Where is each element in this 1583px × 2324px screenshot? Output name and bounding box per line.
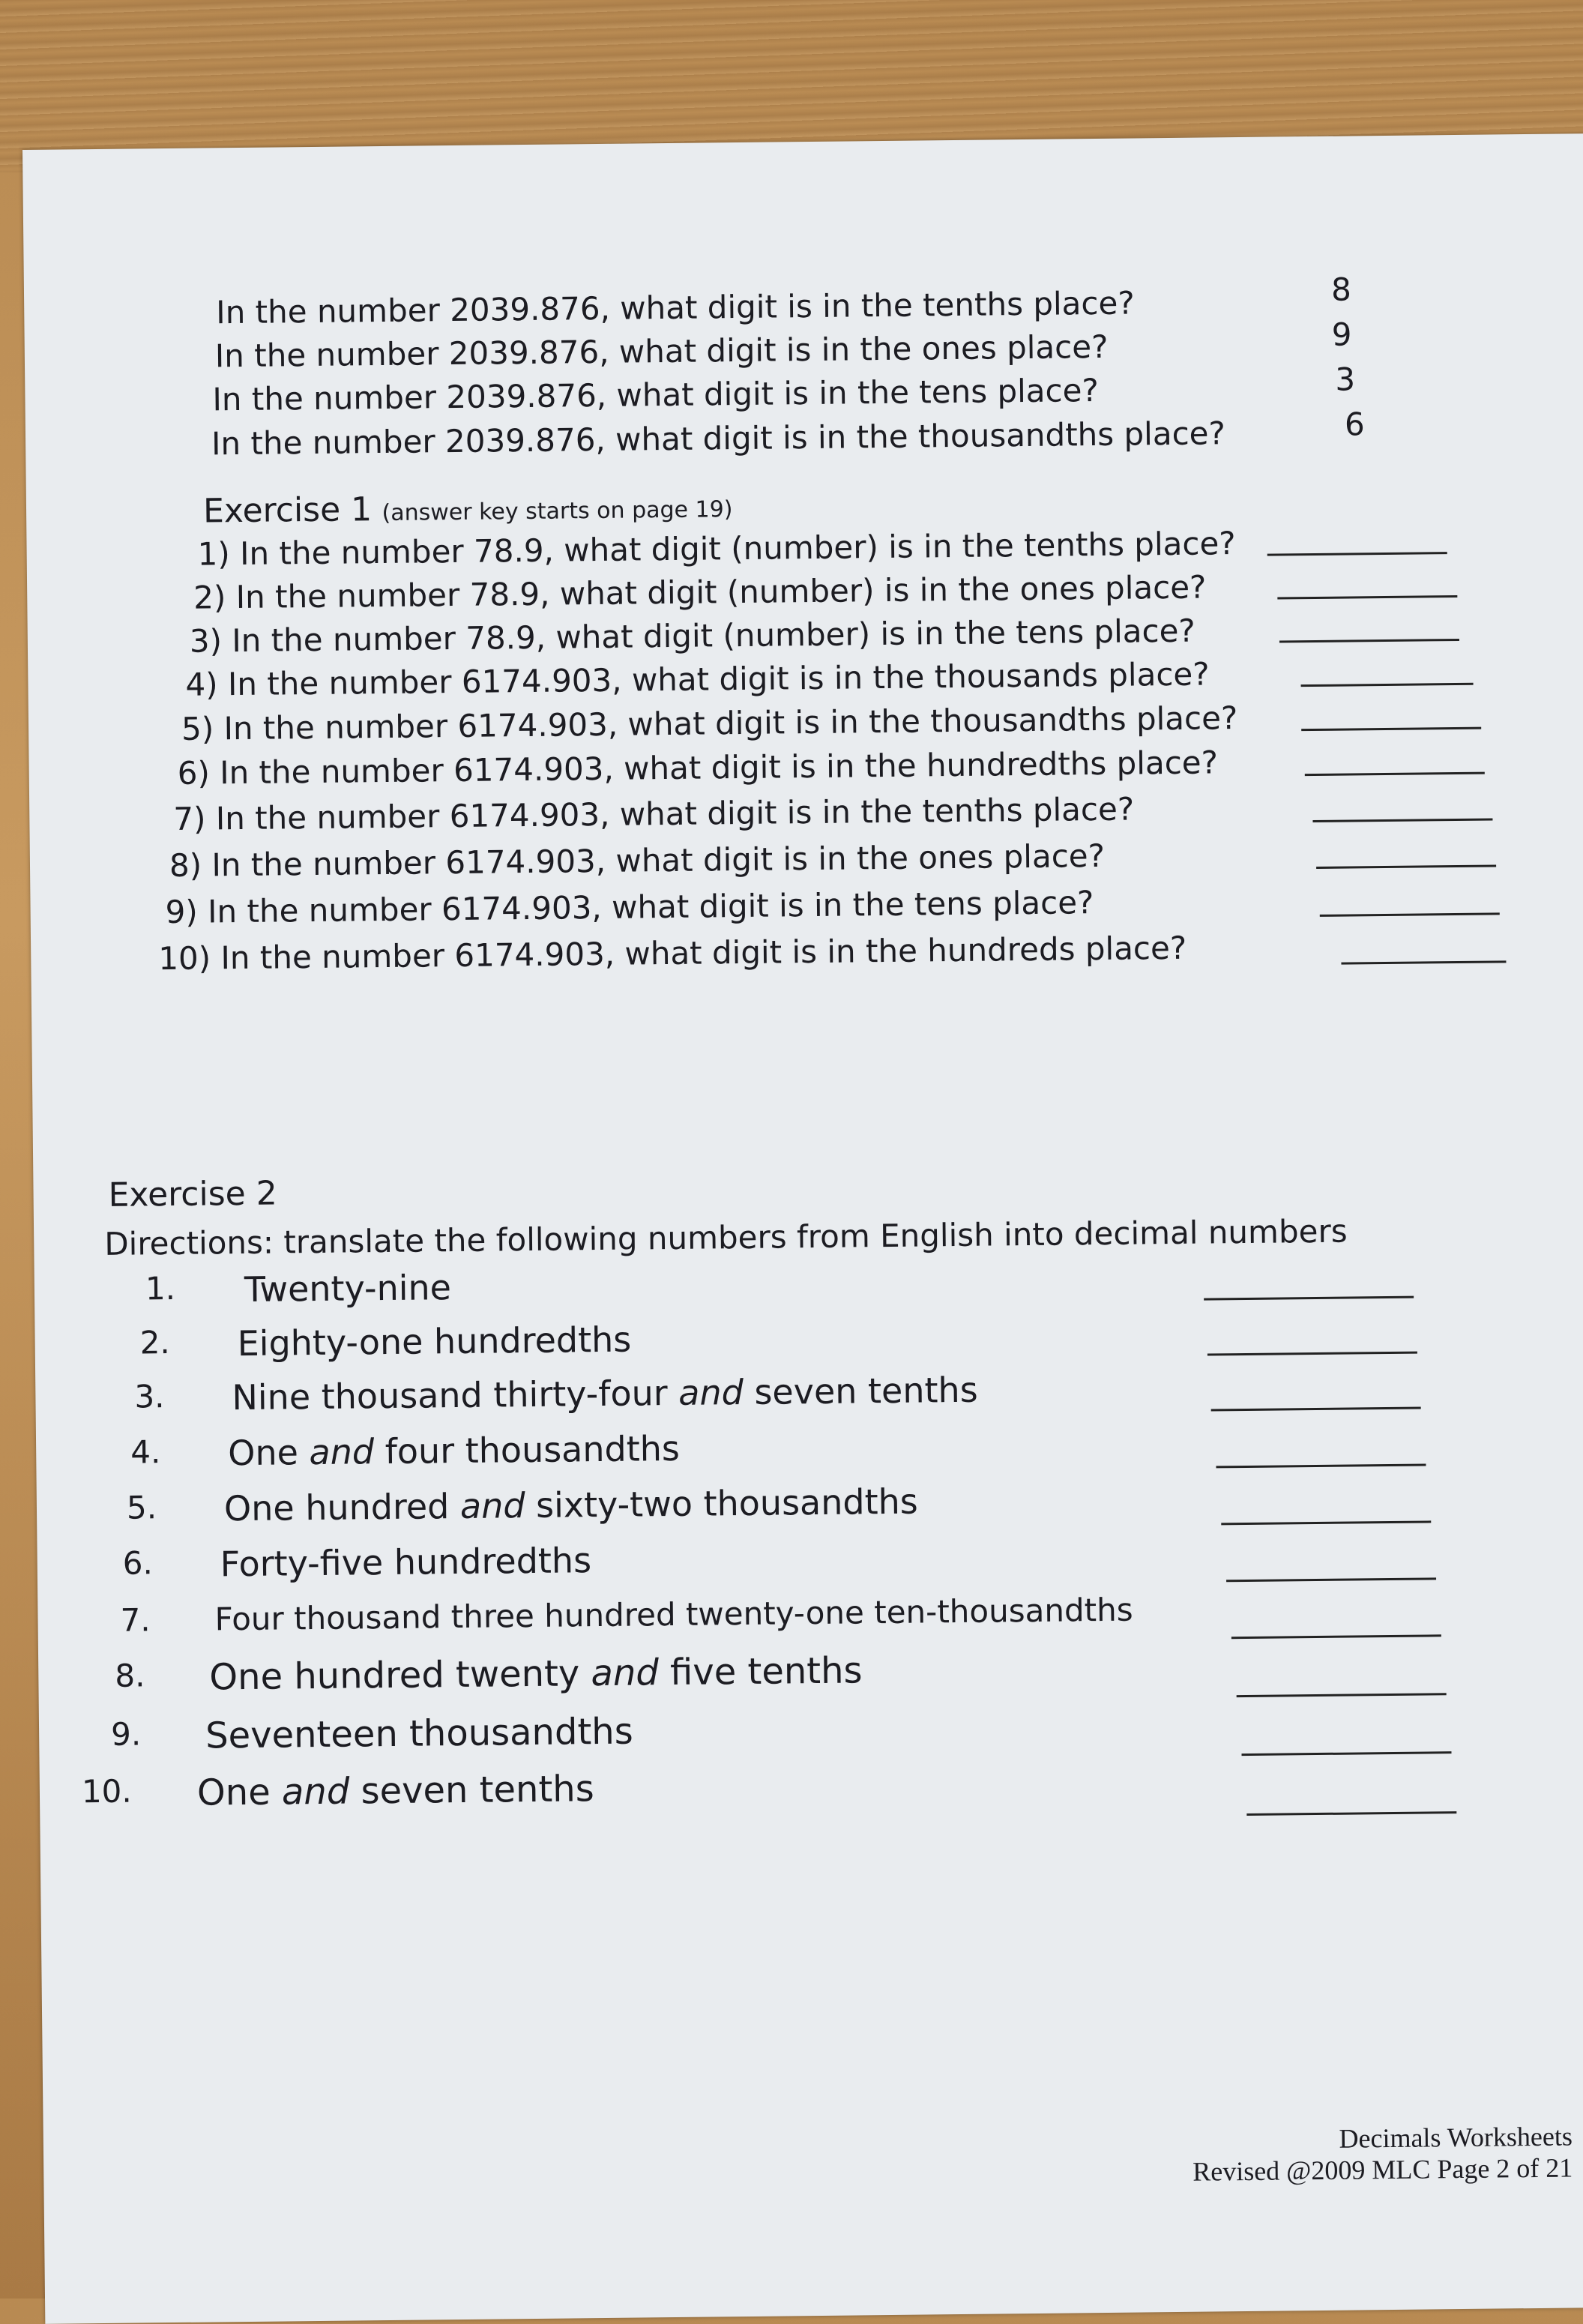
exercise2-item-number: 9. (110, 1715, 142, 1753)
example-question: In the number 2039.876, what digit is in the tenths place? (216, 284, 1135, 331)
exercise1-question: 8) In the number 6174.903, what digit is in the ones place? (169, 837, 1106, 884)
answer-blank[interactable] (1237, 1693, 1447, 1697)
answer-blank[interactable] (1211, 1407, 1421, 1412)
example-question: In the number 2039.876, what digit is in the thousandths place? (211, 415, 1226, 463)
answer-blank[interactable] (1320, 912, 1500, 917)
item-text-part: Forty-five hundredths (220, 1540, 592, 1585)
exercise2-item-number: 2. (139, 1324, 171, 1361)
exercise2-item-number: 4. (130, 1433, 161, 1471)
answer-blank[interactable] (1216, 1463, 1426, 1468)
item-text-part: Twenty-nine (244, 1267, 452, 1310)
answer-blank[interactable] (1301, 683, 1474, 687)
answer-blank[interactable] (1204, 1296, 1414, 1301)
exercise2-item-text (214, 1592, 1133, 1638)
example-answer: 9 (1331, 316, 1352, 353)
exercise2-item-text (224, 1481, 918, 1529)
exercise1-question: 1) In the number 78.9, what digit (number) is in the tenths place? (197, 525, 1236, 573)
exercise2-item-text (237, 1319, 631, 1364)
answer-blank[interactable] (1301, 727, 1481, 732)
exercise2-item-text (209, 1649, 863, 1698)
exercise1-question: 5) In the number 6174.903, what digit is in the thousandths place? (181, 699, 1238, 747)
answer-blank[interactable] (1241, 1751, 1451, 1756)
item-text-part: Seventeen thousandths (205, 1710, 633, 1757)
exercise2-item-number: 1. (145, 1269, 176, 1307)
answer-blank[interactable] (1341, 960, 1506, 964)
item-text-part: seven tenths (743, 1369, 978, 1413)
exercise2-item-number: 10. (81, 1772, 132, 1810)
item-text-part: four thousandths (373, 1427, 681, 1472)
answer-blank[interactable] (1277, 595, 1457, 600)
item-text-part: Eighty-one hundredths (237, 1319, 632, 1364)
exercise1-title: Exercise 1 (202, 490, 373, 531)
item-emphasis: and (459, 1485, 525, 1526)
exercise2-item-number: 7. (120, 1601, 151, 1639)
item-text-part: One hundred (223, 1485, 461, 1529)
answer-blank[interactable] (1305, 772, 1485, 777)
example-question: In the number 2039.876, what digit is in the ones place? (214, 328, 1109, 375)
item-text-part: Four thousand three hundred twenty-one ten-thousandths (214, 1591, 1133, 1638)
item-text-part: Nine thousand thirty-four (232, 1372, 679, 1418)
example-answer: 3 (1335, 361, 1356, 398)
example-question: In the number 2039.876, what digit is in the tens place? (212, 371, 1099, 418)
exercise1-question: 4) In the number 6174.903, what digit is in the thousands place? (185, 655, 1210, 703)
exercise2-item-text (244, 1267, 452, 1310)
example-answer: 8 (1330, 271, 1352, 308)
footer-page-info: Revised @2009 MLC Page 2 of 21 (1192, 2152, 1573, 2187)
exercise1-question: 3) In the number 78.9, what digit (number) is in the tens place? (189, 612, 1195, 660)
item-text-part: One (196, 1771, 283, 1814)
exercise2-item-text (197, 1768, 594, 1814)
exercise2-item-number: 5. (126, 1489, 157, 1526)
item-emphasis: and (591, 1652, 660, 1695)
answer-blank[interactable] (1267, 552, 1447, 556)
answer-blank[interactable] (1226, 1577, 1436, 1582)
exercise1-question: 7) In the number 6174.903, what digit is in the tenths place? (173, 790, 1135, 837)
item-text-part: One (227, 1432, 310, 1474)
exercise2-item-number: 8. (115, 1657, 145, 1694)
item-text-part: seven tenths (349, 1768, 594, 1813)
exercise2-directions: Directions: translate the following numbers from English into decimal numbers (104, 1212, 1348, 1262)
exercise1-heading (203, 487, 733, 530)
exercise2-item-text (232, 1370, 978, 1418)
item-emphasis: and (678, 1372, 744, 1413)
item-text-part: One hundred twenty (209, 1652, 591, 1699)
answer-blank[interactable] (1231, 1634, 1441, 1639)
answer-blank[interactable] (1316, 864, 1496, 869)
item-text-part: five tenths (658, 1649, 863, 1694)
worksheet-page (22, 133, 1583, 2324)
answer-blank[interactable] (1246, 1811, 1456, 1816)
answer-blank[interactable] (1207, 1352, 1417, 1356)
item-emphasis: and (309, 1431, 375, 1473)
item-text-part: sixty-two thousandths (525, 1481, 918, 1526)
exercise1-note: (answer key starts on page 19) (382, 496, 733, 527)
item-emphasis: and (281, 1770, 350, 1813)
exercise2-item-number: 3. (134, 1378, 165, 1415)
exercise2-item-text (205, 1711, 633, 1757)
exercise1-question: 9) In the number 6174.903, what digit is in the tens place? (165, 884, 1094, 931)
exercise1-question: 2) In the number 78.9, what digit (number) is in the ones place? (193, 568, 1207, 616)
answer-blank[interactable] (1221, 1520, 1431, 1525)
exercise2-item-text (228, 1428, 680, 1473)
footer-title: Decimals Worksheets (1339, 2121, 1573, 2154)
exercise2-item-text (220, 1540, 591, 1584)
exercise2-item-number: 6. (122, 1544, 154, 1582)
footer (1093, 2120, 1573, 2188)
example-answer: 6 (1344, 406, 1365, 443)
answer-blank[interactable] (1279, 639, 1459, 643)
answer-blank[interactable] (1312, 819, 1492, 823)
exercise2-title: Exercise 2 (108, 1174, 277, 1214)
exercise1-question: 10) In the number 6174.903, what digit is in the hundreds place? (158, 929, 1187, 978)
exercise1-question: 6) In the number 6174.903, what digit is in the hundredths place? (177, 744, 1219, 792)
